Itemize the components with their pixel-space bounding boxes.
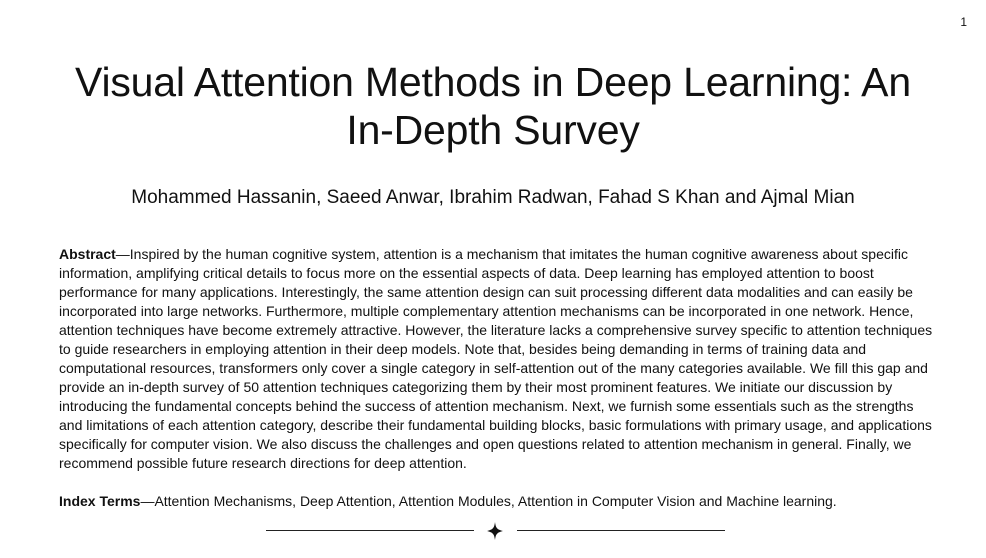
index-terms-label: Index Terms	[59, 493, 141, 509]
page-number: 1	[960, 15, 967, 29]
abstract-label: Abstract	[59, 246, 116, 262]
index-terms-text: —Attention Mechanisms, Deep Attention, Attention Modules, Attention in Computer Vision and Machine learning.	[140, 493, 837, 509]
index-terms	[59, 492, 939, 511]
paper-title	[0, 58, 986, 154]
divider-line-right	[517, 530, 725, 531]
section-divider	[0, 520, 986, 542]
abstract	[59, 245, 939, 473]
paper-title-line-1: Visual Attention Methods in Deep Learning: An	[75, 59, 911, 105]
abstract-text: —Inspired by the human cognitive system, attention is a mechanism that imitates the human cognitive awareness about specific information, amplifying critical details to focus more on the essential aspects of data. Deep learning has employed attention to boost performance for many applications. Interestingly, the same attention design can suit processing different data modalities and can easily be incorporated into large networks. Furthermore, multiple complementary attention mechanisms can be incorporated in one network. Hence, attention techniques have become extremely attractive. However, the literature lacks a comprehensive survey specific to attention techniques to guide researchers in employing attention in their deep models. Note that, besides being demanding in terms of training data and computational resources, transformers only cover a single category in self-attention out of the many categories available. We fill this gap and provide an in-depth survey of 50 attention techniques categorizing them by their most prominent features. We initiate our discussion by introducing the fundamental concepts behind the success of attention mechanism. Next, we furnish some essentials such as the strengths and limitations of each attention category, describe their fundamental building blocks, basic formulations with primary usage, and applications specifically for computer vision. We also discuss the challenges and open questions related to attention mechanism in general. Finally, we recommend possible future research directions for deep attention.	[59, 246, 933, 471]
divider-line-left	[266, 530, 474, 531]
four-point-star-icon	[485, 520, 505, 542]
paper-title-line-2: In-Depth Survey	[346, 107, 640, 153]
author-list: Mohammed Hassanin, Saeed Anwar, Ibrahim Radwan, Fahad S Khan and Ajmal Mian	[131, 187, 855, 208]
